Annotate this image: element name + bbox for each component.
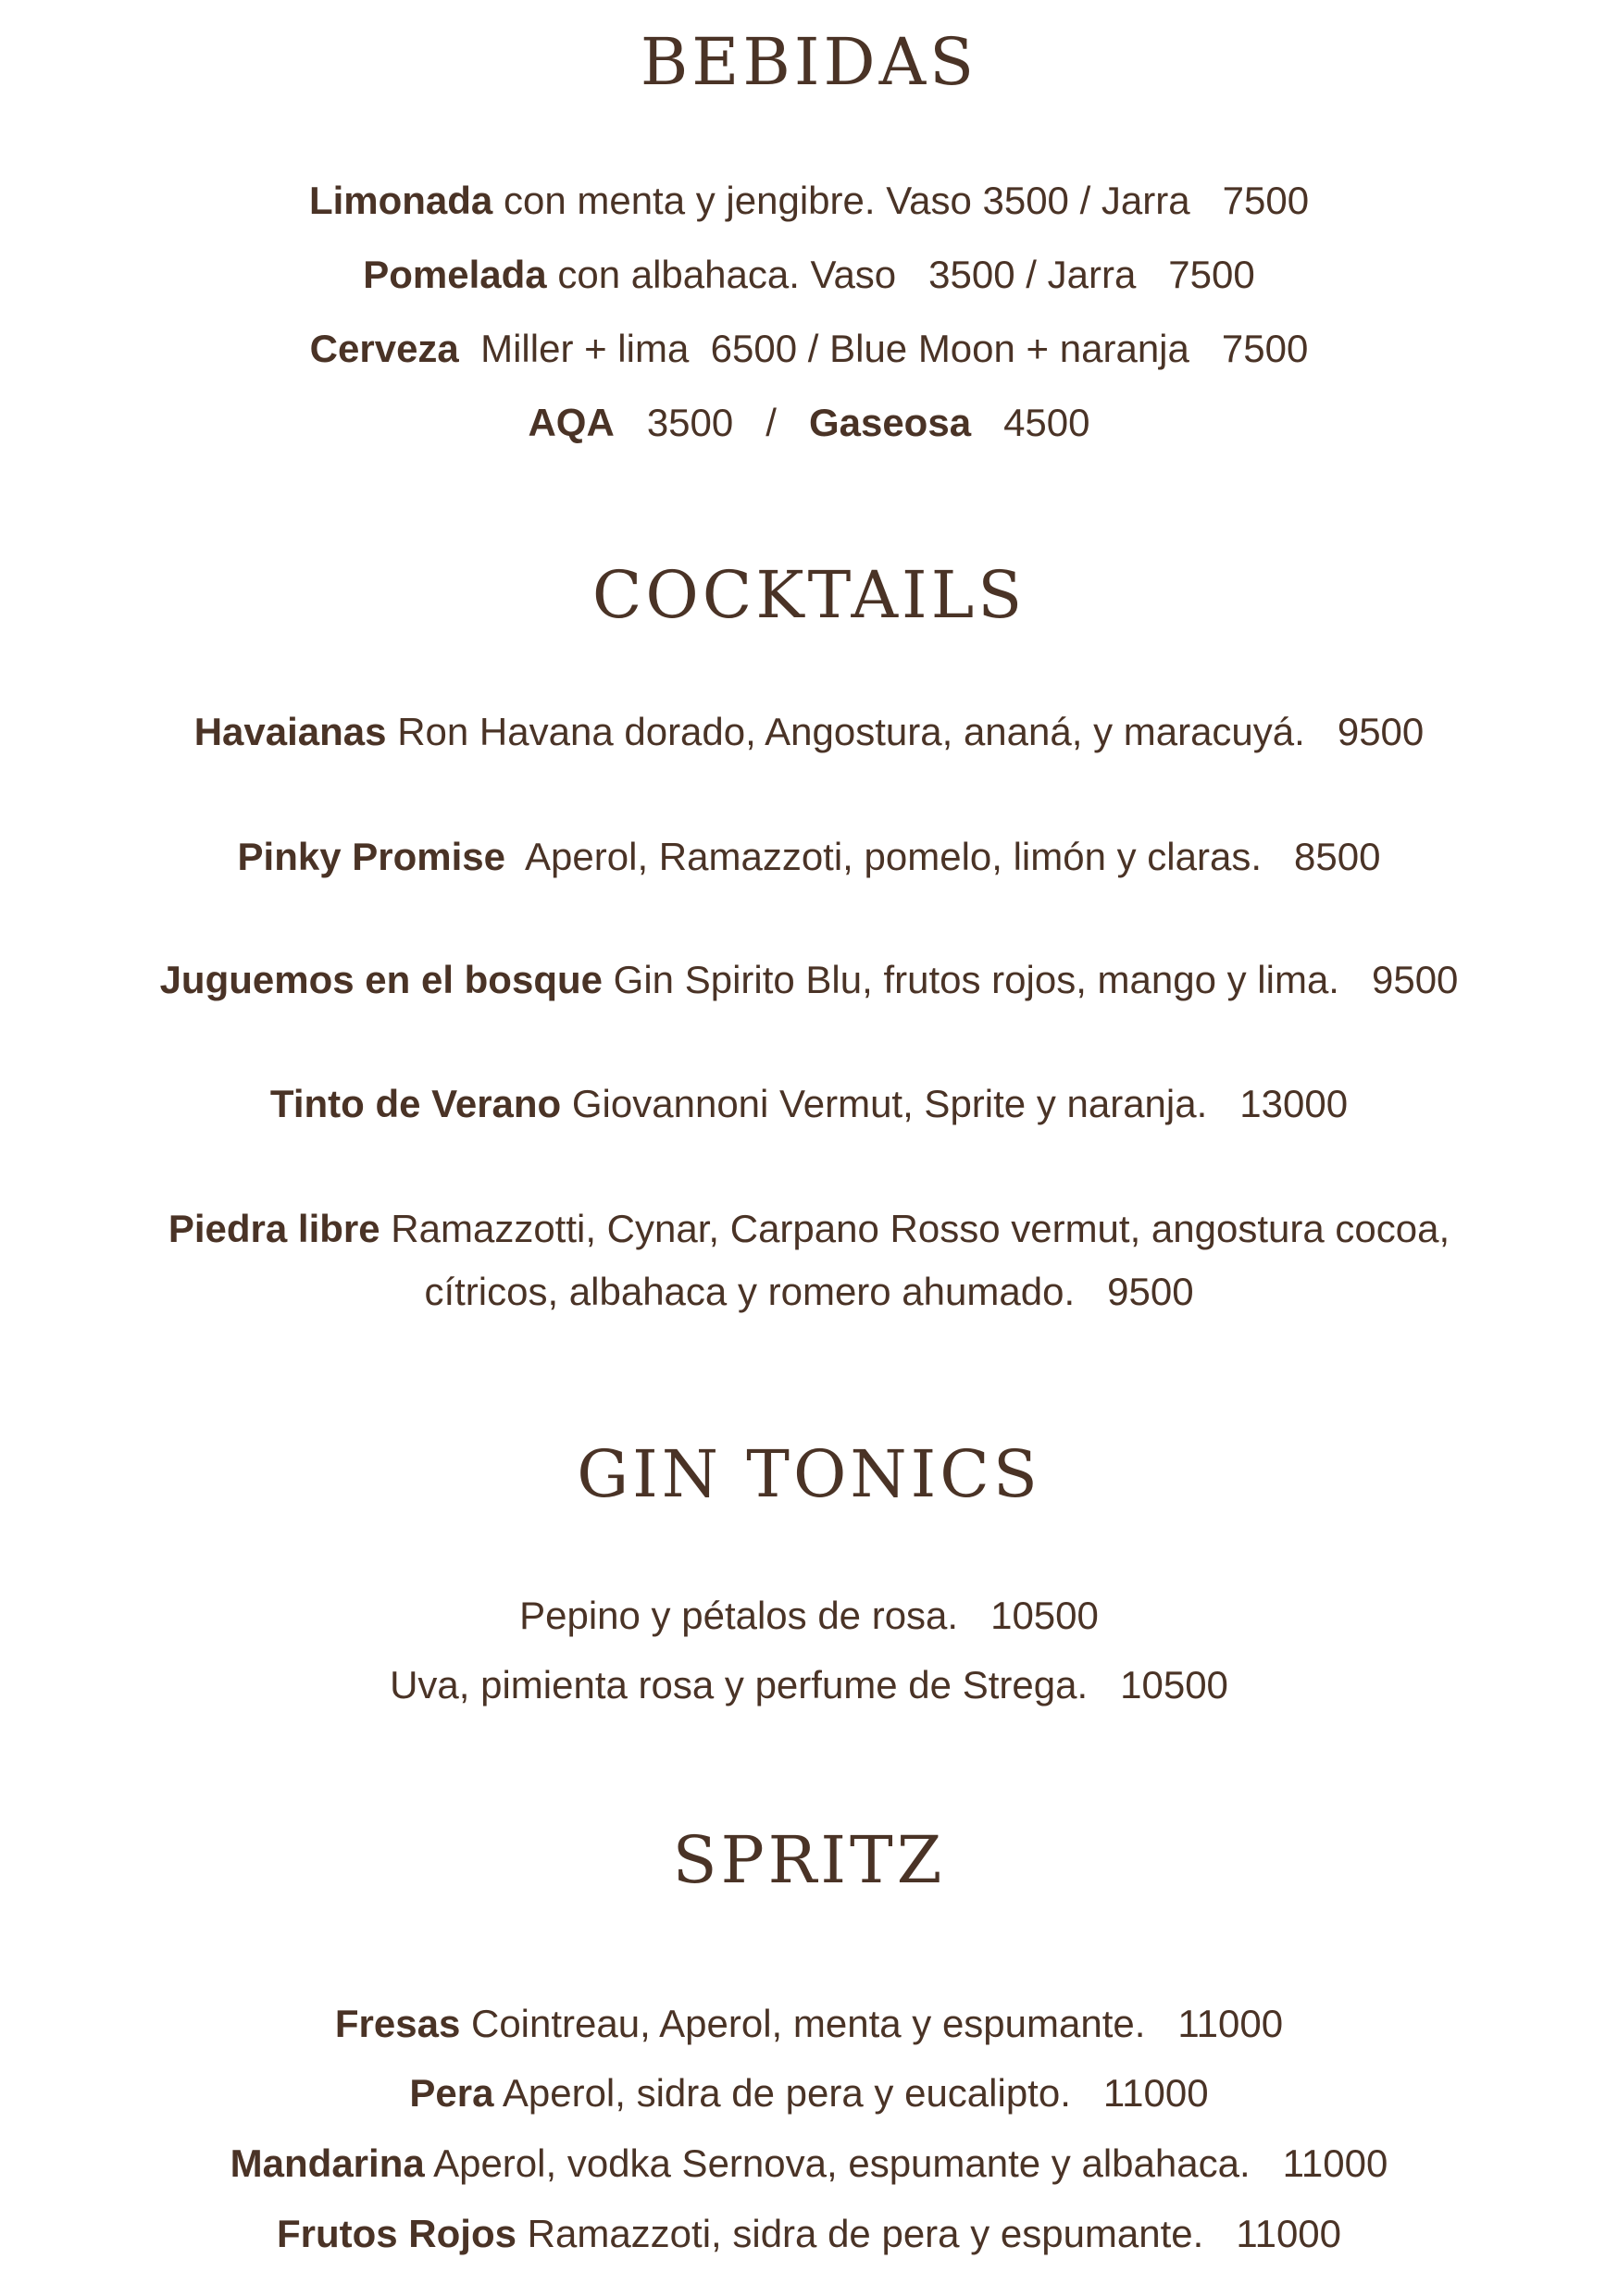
item-description: Gin Spirito Blu, frutos rojos, mango y lima. 9500: [603, 958, 1459, 1001]
section-title-cocktails: COCKTAILS: [591, 557, 1027, 633]
item-name: Piedra libre: [168, 1207, 380, 1250]
item-description: Aperol, Ramazzoti, pomelo, limón y claras. 8500: [505, 835, 1381, 878]
item-name: Frutos Rojos: [276, 2212, 517, 2255]
menu-item-fresas: [0, 2004, 1618, 2043]
menu-item-gin-pepino: [0, 1596, 1618, 1635]
menu-item-frutos-rojos: [0, 2212, 1618, 2255]
menu-item-aqa-gaseosa: [0, 403, 1618, 442]
item-description: Aperol, vodka Sernova, espumante y albahaca. 11000: [424, 2141, 1388, 2185]
item-description: 3500 /: [614, 401, 809, 444]
item-description: Aperol, sidra de pera y eucalipto. 11000: [493, 2071, 1209, 2115]
menu-item-juguemos-en-el-bosque: [0, 958, 1618, 1001]
item-description: cítricos, albahaca y romero ahumado. 9500: [424, 1270, 1194, 1313]
item-description-secondary: 4500: [971, 401, 1090, 444]
item-name: Fresas: [334, 2002, 461, 2045]
item-name: Pomelada: [363, 253, 547, 296]
menu-item-gin-uva: [0, 1663, 1618, 1706]
item-name: Limonada: [308, 179, 493, 222]
item-name-secondary: Gaseosa: [808, 401, 972, 444]
menu-item-mandarina: [0, 2141, 1618, 2185]
item-description: con menta y jengibre. Vaso 3500 / Jarra 7500: [492, 179, 1310, 222]
menu-item-limonada: [0, 181, 1618, 220]
item-description: Ramazzotti, Cynar, Carpano Rosso vermut, angostura cocoa,: [380, 1207, 1450, 1250]
item-description: Ron Havana dorado, Angostura, ananá, y maracuyá. 9500: [386, 710, 1425, 753]
menu-item-havaianas: [0, 710, 1618, 753]
item-description: Miller + lima 6500 / Blue Moon + naranja 7500: [458, 327, 1309, 370]
item-name: Juguemos en el bosque: [159, 958, 603, 1001]
section-title-bebidas: BEBIDAS: [640, 24, 978, 100]
item-description: Giovannoni Vermut, Sprite y naranja. 13000: [561, 1082, 1349, 1125]
menu-item-pomelada: [0, 255, 1618, 294]
menu-item-tinto-de-verano: [0, 1082, 1618, 1125]
item-name: Cerveza: [309, 327, 459, 370]
section-title-spritz: SPRITZ: [672, 1822, 946, 1898]
item-name: Pera: [409, 2071, 494, 2115]
item-description: Pepino y pétalos de rosa. 10500: [519, 1594, 1099, 1637]
menu-item-cerveza: [0, 329, 1618, 368]
item-name: AQA: [528, 401, 615, 444]
menu-item-piedra-libre-continued: [0, 1272, 1618, 1311]
item-name: Tinto de Verano: [269, 1082, 562, 1125]
menu-item-pinky-promise: [0, 835, 1618, 878]
menu-item-piedra-libre: [0, 1207, 1618, 1250]
menu-item-pera: [0, 2071, 1618, 2115]
item-name: Havaianas: [193, 710, 387, 753]
item-description: con albahaca. Vaso 3500 / Jarra 7500: [546, 253, 1255, 296]
item-name: Mandarina: [230, 2141, 425, 2185]
section-title-gin-tonics: GIN TONICS: [577, 1436, 1041, 1512]
item-name: Pinky Promise: [237, 835, 506, 878]
item-description: Ramazzoti, sidra de pera y espumante. 11000: [516, 2212, 1342, 2255]
item-description: Uva, pimienta rosa y perfume de Strega. 10500: [390, 1663, 1228, 1706]
item-description: Cointreau, Aperol, menta y espumante. 11000: [460, 2002, 1284, 2045]
